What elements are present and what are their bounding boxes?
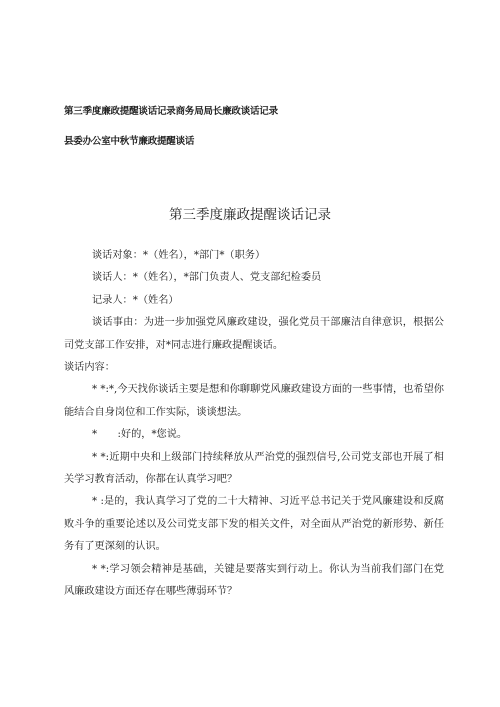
document-header-line-1: 第三季度廉政提醒谈话记录商务局局长廉政谈话记录 xyxy=(64,106,278,117)
interview-reason: 谈话事由：为进一步加强党风廉政建设，强化党员干部廉洁自律意识，根据公司党支部工作安排，对*同志进行廉政提醒谈话。 xyxy=(64,317,444,351)
document-body xyxy=(64,245,444,604)
document-header-line-2: 县委办公室中秋节廉政提醒谈话 xyxy=(64,136,195,147)
recorder: 记录人：*（姓名） xyxy=(92,294,179,306)
interview-content-label: 谈话内容： xyxy=(64,362,115,374)
page-title: 第三季度廉政提醒谈话记录 xyxy=(169,207,331,223)
dialogue-paragraph: * *:学习领会精神是基础，关键是要落实到行动上。你认为当前我们部门在党风廉政建设方面还存在哪些薄弱环节？ xyxy=(64,563,444,598)
interviewer: 谈话人：*（姓名），*部门负责人、党支部纪检委员 xyxy=(92,272,322,284)
dialogue-paragraph: * :好的，*您说。 xyxy=(92,429,188,441)
dialogue-paragraph: * :是的，我认真学习了党的二十大精神、习近平总书记关于党风廉建设和反腐败斗争的重要论述以及公司党支部下发的相关文件，对全面从严治党的新形势、新任务有了更深刻的认识。 xyxy=(64,496,444,553)
interview-subject: 谈话对象：*（姓名），*部门*（职务） xyxy=(92,250,266,261)
dialogue-paragraph: * *:近期中央和上级部门持续释放从严治党的强烈信号,公司党支部也开展了相关学习教育活动，你都在认真学习吧？ xyxy=(64,451,444,486)
dialogue-paragraph: * *:*,今天找你谈话主要是想和你聊聊党风廉政建设方面的一些事情，也希望你能结合自身岗位和工作实际，谈谈想法。 xyxy=(64,384,444,418)
